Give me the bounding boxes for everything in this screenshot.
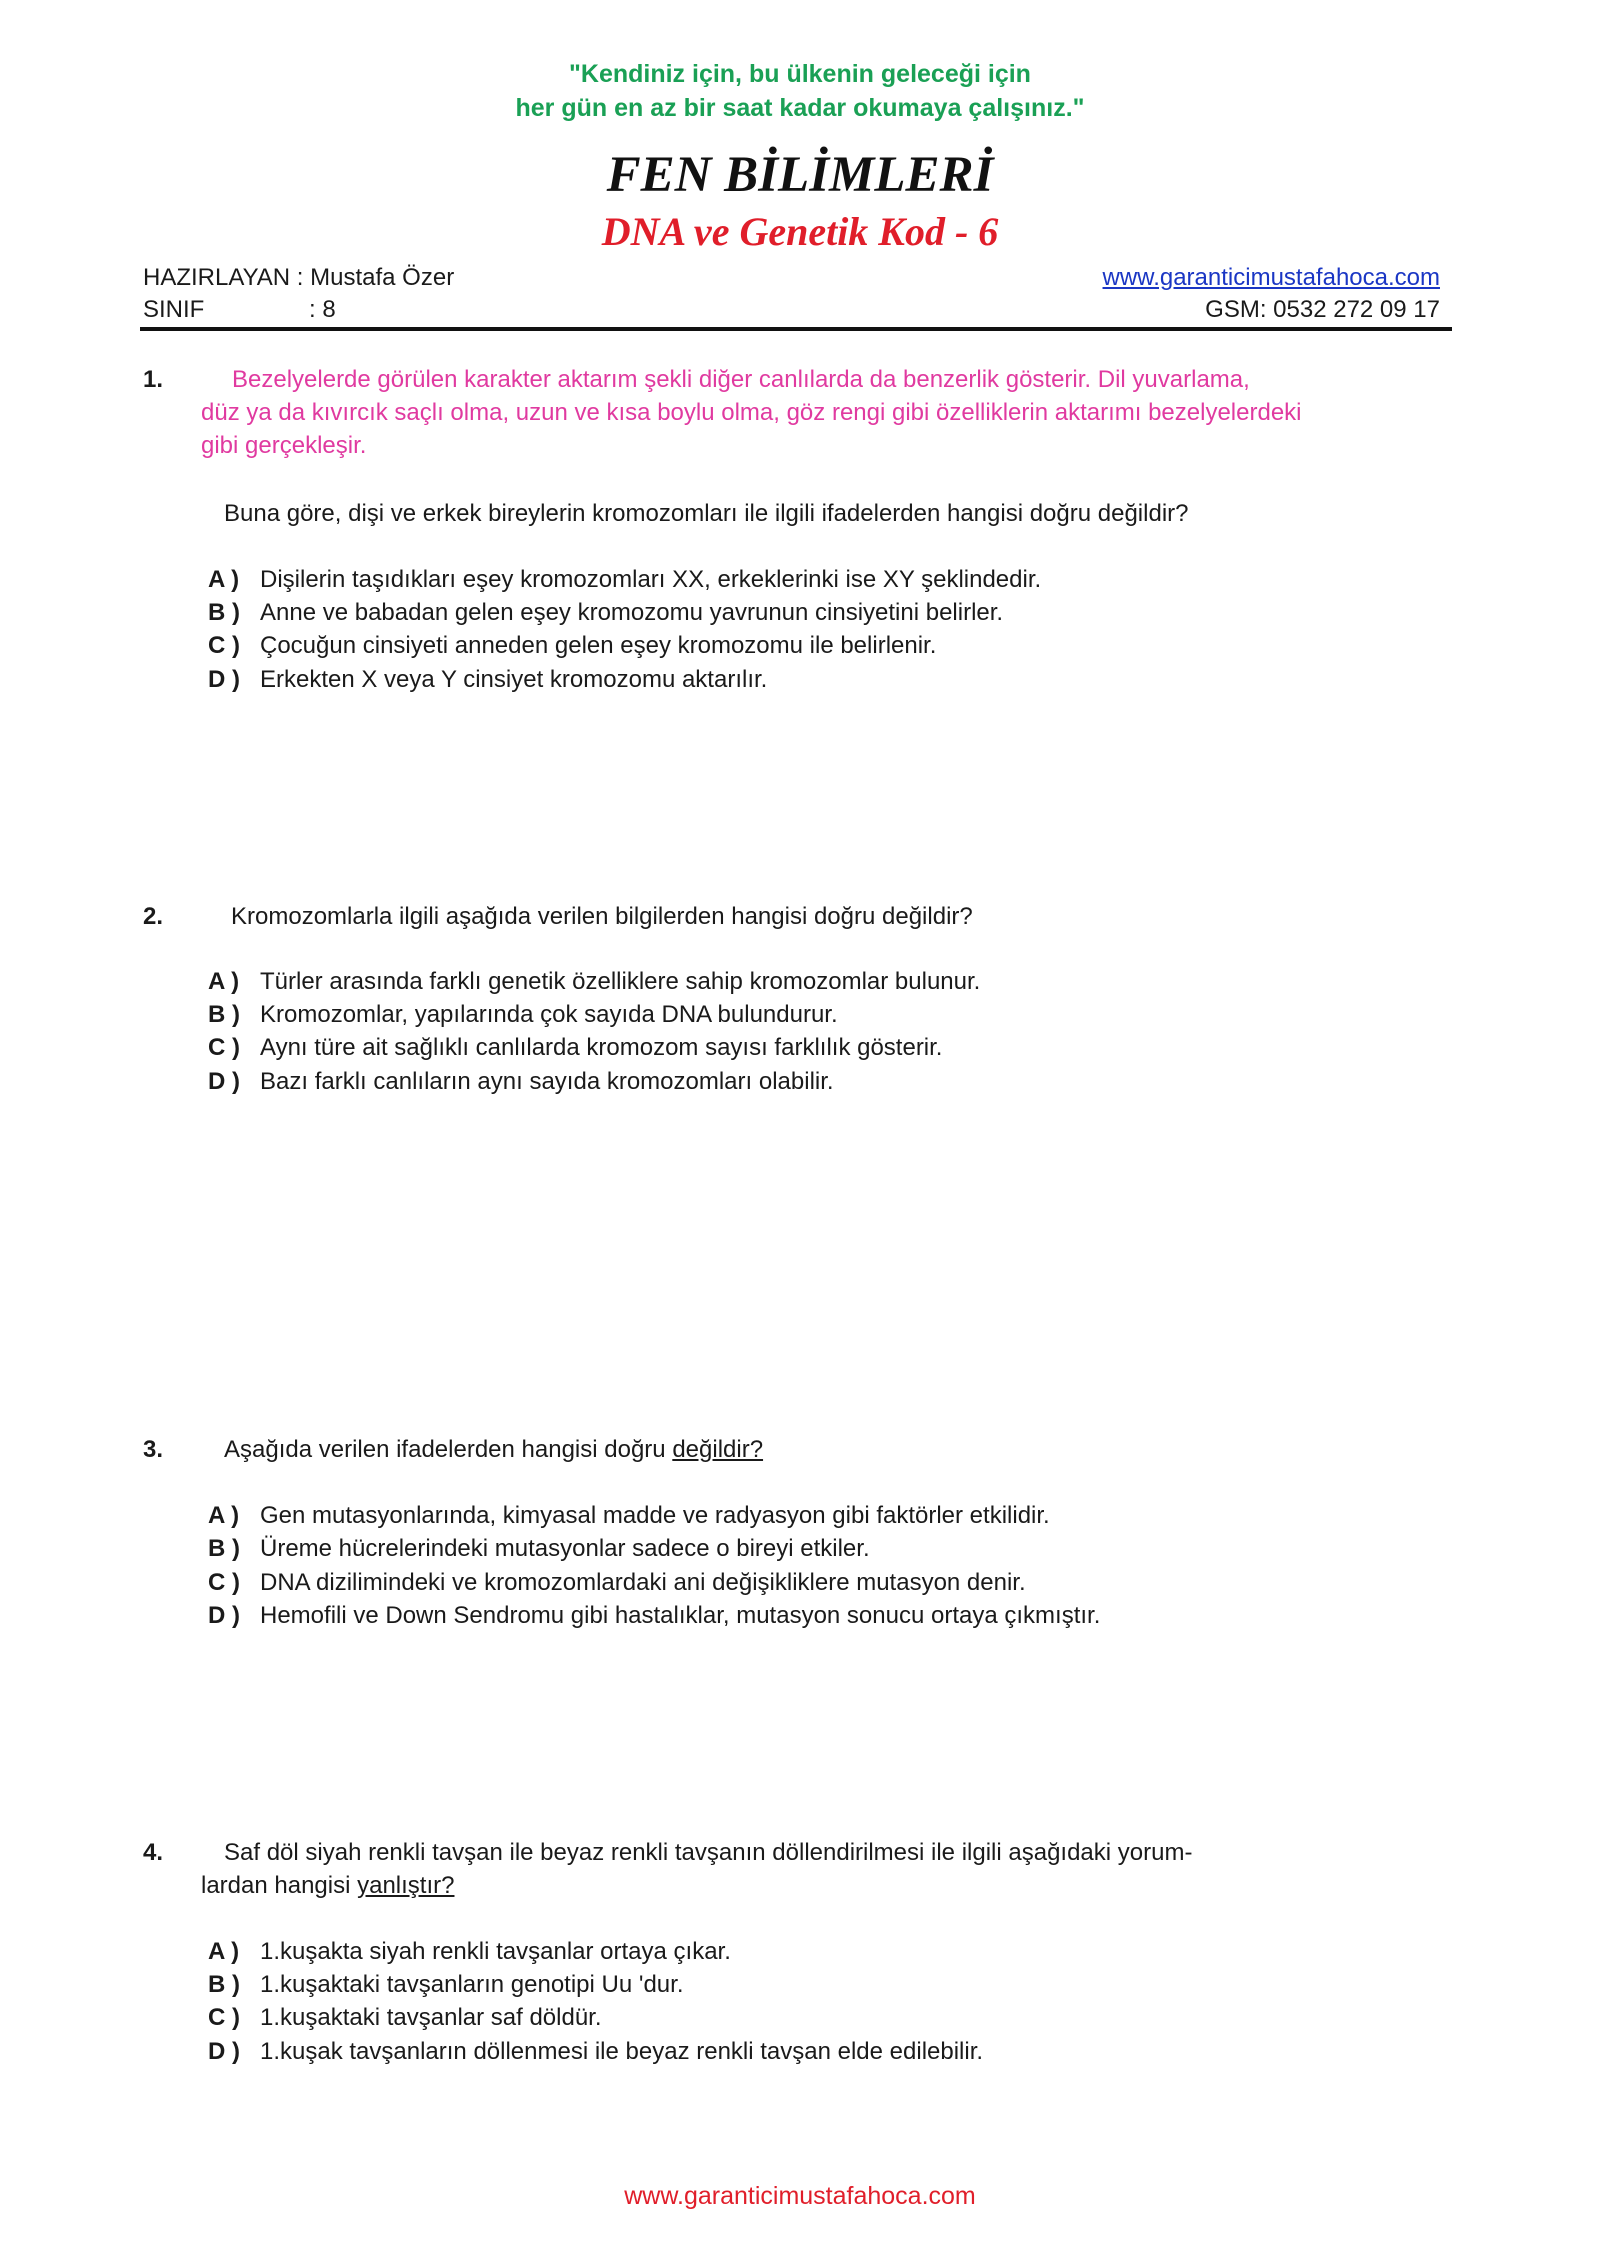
answer-option-b[interactable] <box>208 998 838 1031</box>
option-text: Çocuğun cinsiyeti anneden gelen eşey kromozomu ile belirlenir. <box>260 632 937 659</box>
phone-number: GSM: 0532 272 09 17 <box>1205 296 1440 323</box>
question-stem-line-2 <box>201 1869 454 1902</box>
option-text: Erkekten X veya Y cinsiyet kromozomu aktarılır. <box>260 666 768 693</box>
page-title: FEN BİLİMLERİ <box>606 147 994 203</box>
option-text: 1.kuşak tavşanların döllenmesi ile beyaz renkli tavşan elde edilebilir. <box>260 2038 984 2065</box>
header-divider <box>140 327 1452 331</box>
question-number: 4. <box>143 1839 164 1866</box>
option-text: DNA dizilimindeki ve kromozomlardaki ani değişikliklere mutasyon denir. <box>260 1569 1026 1596</box>
motto-line-1: "Kendiniz için, bu ülkenin geleceği için <box>569 60 1031 88</box>
answer-option-c[interactable] <box>208 1566 1026 1599</box>
question-intro-line: Bezelyelerde görülen karakter aktarım şekli diğer canlılarda da benzerlik gösterir. Dil yuvarlama, <box>232 366 1250 393</box>
footer-website[interactable]: www.garanticimustafahoca.com <box>624 2182 976 2210</box>
question-number: 1. <box>143 366 164 393</box>
answer-option-c[interactable] <box>208 629 936 662</box>
option-text: Türler arasında farklı genetik özelliklere sahip kromozomlar bulunur. <box>260 968 981 995</box>
option-text: Üreme hücrelerindeki mutasyonlar sadece o bireyi etkiler. <box>260 1535 870 1562</box>
answer-option-d[interactable] <box>208 1599 1100 1632</box>
answer-option-a[interactable] <box>208 965 980 998</box>
answer-option-a[interactable] <box>208 563 1041 596</box>
option-label: A ) <box>208 1938 240 1965</box>
question-stem: Kromozomlarla ilgili aşağıda verilen bilgilerden hangisi doğru değildir? <box>231 903 973 930</box>
question-stem-emphasis: değildir? <box>672 1436 764 1463</box>
question-stem-main: lardan hangisi <box>201 1872 358 1899</box>
option-text: 1.kuşaktaki tavşanlar saf döldür. <box>260 2004 602 2031</box>
answer-option-b[interactable] <box>208 596 1003 629</box>
question-number: 2. <box>143 903 164 930</box>
option-label: C ) <box>208 2004 240 2031</box>
answer-option-b[interactable] <box>208 1968 684 2001</box>
option-text: Aynı türe ait sağlıklı canlılarda kromozom sayısı farklılık gösterir. <box>260 1034 943 1061</box>
option-label: A ) <box>208 566 240 593</box>
option-label: B ) <box>208 1971 240 1998</box>
option-text: 1.kuşakta siyah renkli tavşanlar ortaya çıkar. <box>260 1938 731 1965</box>
option-text: Dişilerin taşıdıkları eşey kromozomları XX, erkeklerinki ise XY şeklindedir. <box>260 566 1042 593</box>
option-label: D ) <box>208 1602 240 1629</box>
option-label: A ) <box>208 968 240 995</box>
option-label: C ) <box>208 1034 240 1061</box>
option-label: B ) <box>208 599 240 626</box>
answer-option-b[interactable] <box>208 1532 870 1565</box>
option-label: C ) <box>208 632 240 659</box>
question-stem-line-1: Saf döl siyah renkli tavşan ile beyaz renkli tavşanın döllendirilmesi ile ilgili aşağıdaki yorum- <box>224 1839 1193 1866</box>
option-label: A ) <box>208 1502 240 1529</box>
question-number: 3. <box>143 1436 164 1463</box>
answer-option-d[interactable] <box>208 1065 834 1098</box>
option-label: D ) <box>208 2038 240 2065</box>
option-text: Hemofili ve Down Sendromu gibi hastalıklar, mutasyon sonucu ortaya çıkmıştır. <box>260 1602 1101 1629</box>
option-text: 1.kuşaktaki tavşanların genotipi Uu 'dur. <box>260 1971 684 1998</box>
answer-option-c[interactable] <box>208 1031 942 1064</box>
header-website-link[interactable]: www.garanticimustafahoca.com <box>1102 264 1440 291</box>
class-value: : 8 <box>309 296 336 323</box>
question-intro-line: düz ya da kıvırcık saçlı olma, uzun ve kısa boylu olma, göz rengi gibi özelliklerin aktarımı bezelyelerdeki <box>201 399 1302 426</box>
answer-option-a[interactable] <box>208 1935 731 1968</box>
answer-option-d[interactable] <box>208 2035 983 2068</box>
question-intro-line: gibi gerçekleşir. <box>201 432 367 459</box>
answer-option-d[interactable] <box>208 663 767 696</box>
option-text: Gen mutasyonlarında, kimyasal madde ve radyasyon gibi faktörler etkilidir. <box>260 1502 1050 1529</box>
option-label: D ) <box>208 1068 240 1095</box>
option-text: Kromozomlar, yapılarında çok sayıda DNA bulundurur. <box>260 1001 838 1028</box>
question-stem: Buna göre, dişi ve erkek bireylerin kromozomları ile ilgili ifadelerden hangisi doğru değildir? <box>224 500 1189 527</box>
option-label: B ) <box>208 1535 240 1562</box>
option-label: C ) <box>208 1569 240 1596</box>
question-stem-emphasis: yanlıştır? <box>357 1872 455 1899</box>
question-stem <box>224 1433 763 1466</box>
question-stem-main: Aşağıda verilen ifadelerden hangisi doğru <box>224 1436 673 1463</box>
class-label: SINIF <box>143 296 205 323</box>
option-text: Anne ve babadan gelen eşey kromozomu yavrunun cinsiyetini belirler. <box>260 599 1004 626</box>
option-text: Bazı farklı canlıların aynı sayıda kromozomları olabilir. <box>260 1068 834 1095</box>
author-label: HAZIRLAYAN : Mustafa Özer <box>143 264 455 291</box>
answer-option-a[interactable] <box>208 1499 1050 1532</box>
option-label: B ) <box>208 1001 240 1028</box>
answer-option-c[interactable] <box>208 2001 602 2034</box>
motto-line-2: her gün en az bir saat kadar okumaya çalışınız." <box>515 94 1085 122</box>
page-subtitle: DNA ve Genetik Kod - 6 <box>601 209 999 254</box>
option-label: D ) <box>208 666 240 693</box>
